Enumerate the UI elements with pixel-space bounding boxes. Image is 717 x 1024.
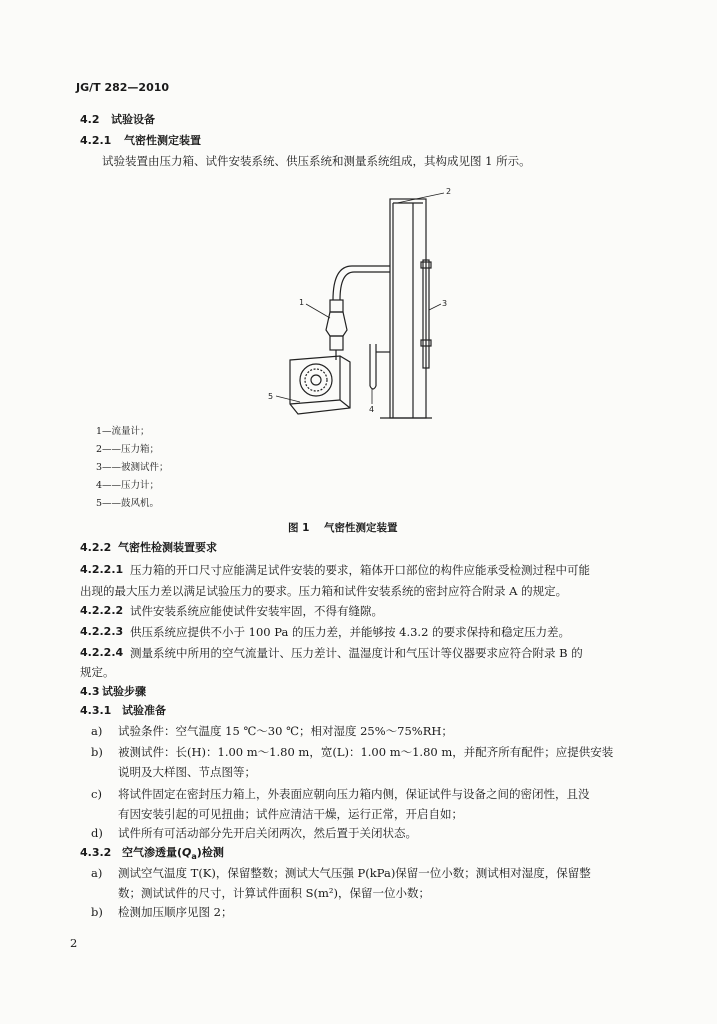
callout-2: 2 bbox=[446, 187, 452, 196]
callout-5: 5 bbox=[268, 392, 274, 401]
page-number: 2 bbox=[70, 936, 78, 950]
clause-4-2-2-3-number: 4.2.2.3 bbox=[80, 625, 124, 638]
clause-4-2-2-4-number: 4.2.2.4 bbox=[80, 646, 124, 659]
document-code: JG/T 282—2010 bbox=[76, 81, 170, 94]
callout-1: 1 bbox=[299, 298, 305, 307]
section-4-2-1-title: 气密性测定装置 bbox=[124, 134, 201, 147]
section-4-3-1-title: 试验准备 bbox=[122, 704, 166, 717]
section-4-2-number: 4.2 bbox=[80, 113, 100, 126]
section-4-2-title: 试验设备 bbox=[111, 113, 155, 126]
legend-item: 2——压力箱； bbox=[96, 444, 160, 455]
list-item-label: b) bbox=[91, 905, 103, 919]
blower-fan bbox=[290, 356, 350, 414]
callout-4: 4 bbox=[369, 405, 375, 414]
list-item-text-cont: 数；测试试件的尺寸，计算试件面积 S(m²)，保留一位小数； bbox=[118, 886, 431, 900]
list-item-text-cont: 有因安装引起的可见扭曲；试件应清洁干燥，运行正常，开启自如； bbox=[118, 807, 463, 821]
list-item-label: c) bbox=[91, 787, 102, 801]
clause-4-2-2-2-number: 4.2.2.2 bbox=[80, 604, 124, 617]
clause-4-2-2-4-line1: 测量系统中所用的空气流量计、压力差计、温湿度计和气压计等仪器要求应符合附录 B 的 bbox=[130, 646, 583, 660]
legend-item: 5——鼓风机。 bbox=[96, 498, 160, 509]
figure-caption-title: 气密性测定装置 bbox=[324, 522, 398, 534]
pressure-box bbox=[380, 199, 432, 418]
list-item-text: 检测加压顺序见图 2； bbox=[118, 905, 233, 919]
section-4-3-2-number: 4.3.2 bbox=[80, 846, 112, 859]
air-pipe bbox=[333, 266, 390, 300]
list-item-text-cont: 说明及大样图、节点图等； bbox=[118, 765, 256, 779]
list-item-label: d) bbox=[91, 826, 103, 840]
list-item-label: b) bbox=[91, 745, 103, 759]
section-4-3-number: 4.3 bbox=[80, 685, 100, 698]
pressure-gauge bbox=[370, 344, 390, 389]
clause-4-2-2-2-text: 试件安装系统应能使试件安装牢固，不得有缝隙。 bbox=[130, 604, 383, 618]
clause-4-2-2-3-text: 供压系统应提供不小于 100 Pa 的压力差，并能够按 4.3.2 的要求保持和稳定压力差。 bbox=[130, 625, 571, 639]
list-item-label: a) bbox=[91, 866, 103, 880]
section-4-3-1-number: 4.3.1 bbox=[80, 704, 112, 717]
clause-4-2-2-1-number: 4.2.2.1 bbox=[80, 563, 124, 576]
clause-4-2-2-4-line2: 规定。 bbox=[80, 665, 115, 679]
flow-meter bbox=[326, 300, 347, 360]
section-4-3-title: 试验步骤 bbox=[102, 685, 146, 698]
list-item-label: a) bbox=[91, 724, 103, 738]
section-4-3-2-title: 空气渗透量$(Q_a)$检测 bbox=[122, 846, 224, 862]
legend-item: 3——被测试件； bbox=[96, 462, 169, 473]
section-4-2-2-number: 4.2.2 bbox=[80, 541, 112, 554]
list-item-text: 被测试件：长(H)：1.00 m～1.80 m，宽(L)：1.00 m～1.80 m，并配齐所有配件；应提供安装 bbox=[118, 745, 614, 759]
section-4-2-1-number: 4.2.1 bbox=[80, 134, 112, 147]
legend-item: 4——压力计； bbox=[96, 480, 160, 491]
legend-item: 1—流量计； bbox=[96, 426, 150, 437]
section-4-2-1-body: 试验装置由压力箱、试件安装系统、供压系统和测量系统组成，其构成见图 1 所示。 bbox=[102, 154, 531, 168]
list-item-text: 试验条件：空气温度 15 ℃～30 ℃；相对湿度 25%～75%RH； bbox=[118, 724, 453, 738]
list-item-text: 将试件固定在密封压力箱上，外表面应朝向压力箱内侧，保证试件与设备之间的密闭性，且没 bbox=[118, 787, 590, 801]
clause-4-2-2-1-line2: 出现的最大压力差以满足试验压力的要求。压力箱和试件安装系统的密封应符合附录 A 的规定。 bbox=[80, 584, 568, 598]
list-item-text: 测试空气温度 T(K)，保留整数；测试大气压强 P(kPa)保留一位小数；测试相对湿度，保留整 bbox=[118, 866, 591, 880]
list-item-text: 试件所有可活动部分先开启关闭两次，然后置于关闭状态。 bbox=[118, 826, 417, 840]
clause-4-2-2-1-line1: 压力箱的开口尺寸应能满足试件安装的要求，箱体开口部位的构件应能承受检测过程中可能 bbox=[130, 563, 590, 577]
callout-3: 3 bbox=[442, 299, 448, 308]
section-4-2-2-title: 气密性检测装置要求 bbox=[118, 541, 217, 554]
figure-caption-number: 图 1 bbox=[288, 522, 310, 534]
